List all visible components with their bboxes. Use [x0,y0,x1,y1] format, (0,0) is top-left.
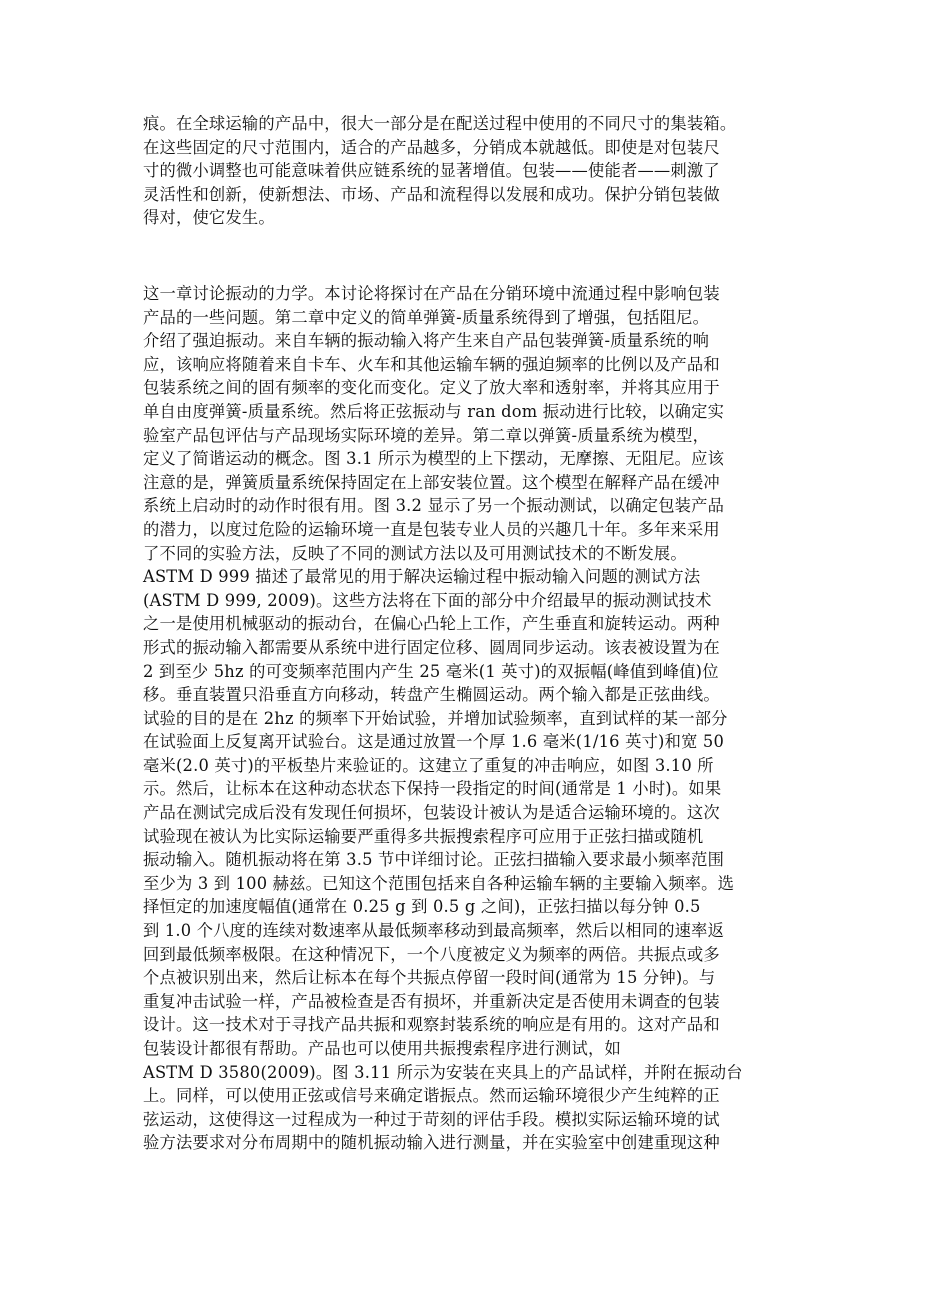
body-paragraph: 痕。在全球运输的产品中，很大一部分是在配送过程中使用的不同尺寸的集装箱。 在这些固定的尺寸范围内，适合的产品越多，分销成本就越低。即使是对包装尺 寸的微小调整也可能意味着供应链系统的显著增值。包装——使能者——刺激了 灵活性和创新，使新想法、市场、产品和流程得以发展和成功。保护分销包装做 得对，使它发生。 [143,114,737,228]
body-paragraph: 这一章讨论振动的力学。本讨论将探讨在产品在分销环境中流通过程中影响包装 产品的一些问题。第二章中定义的简单弹簧-质量系统得到了增强，包括阻尼。 介绍了强迫振动。来自车辆的振动输入将产生来自产品包装弹簧-质量系统的响 应，该响应将随着来自卡车、火车和其他运输车辆的强迫频率的比例以及产品和 包装系统之间的固有频率的变化而变化。定义了放大率和透射率，并将其应用于 单自由度弹簧-质量系统。然后将正弦振动与 ran dom 振动进行比较，以确定实 验室产品包评估与产品现场实际环境的差异。第二章以弹簧-质量系统为模型， 定义了简谐运动的概念。图 3.1 所示为模型的上下摆动，无摩擦、无阻尼。应该 注意的是，弹簧质量系统保持固定在上部安装位置。这个模型在解释产品在缓冲 系统上启动时的动作时很有用。图 3.2 显示了另一个振动测试，以确定包装产品 的潜力，以度过危险的运输环境一直是包装专业人员的兴趣几十年。多年来采用 了不同的实验方法，反映了不同的测试方法以及可用测试技术的不断发展。 ASTM D 999 描述了最常见的用于解决运输过程中振动输入问题的测试方法 (ASTM D 999, 2009)。这些方法将在下面的部分中介绍最早的振动测试技术 之一是使用机械驱动的振动台，在偏心凸轮上工作，产生垂直和旋转运动。两种 形式的振动输入都需要从系统中进行固定位移、圆周同步运动。该表被设置为在 2 到至少 5hz 的可变频率范围内产生 25 毫米(1 英寸)的双振幅(峰值到峰值)位 移。垂直装置只沿垂直方向移动，转盘产生椭圆运动。两个输入都是正弦曲线。 试验的目的是在 2hz 的频率下开始试验，并增加试验频率，直到试样的某一部分 在试验面上反复离开试验台。这是通过放置一个厚 1.6 毫米(1/16 英寸)和宽 50 毫米(2.0 英寸)的平板垫片来验证的。这建立了重复的冲击响应，如图 3.10 所 示。然后，让标本在这种动态状态下保持一段指定的时间(通常是 1 小时)。如果 产品在测试完成后没有发现任何损坏，包装设计被认为是适合运输环境的。这次 试验现在被认为比实际运输要严重得多共振搜索程序可应用于正弦扫描或随机 振动输入。随机振动将在第 3.5 节中详细讨论。正弦扫描输入要求最小频率范围 至少为 3 到 100 赫兹。已知这个范围包括来自各种运输车辆的主要输入频率。选 择恒定的加速度幅值(通常在 0.25 g 到 0.5 g 之间)，正弦扫描以每分钟 0.5 到 1.0 个八度的连续对数速率从最低频率移动到最高频率，然后以相同的速率返 回到最低频率极限。在这种情况下，一个八度被定义为频率的两倍。共振点或多 个点被识别出来，然后让标本在每个共振点停留一段时间(通常为 15 分钟)。与 重复冲击试验一样，产品被检查是否有损坏，并重新决定是否使用未调查的包装 设计。这一技术对于寻找产品共振和观察封装系统的响应是有用的。这对产品和 包装设计都很有帮助。产品也可以使用共振搜索程序进行测试，如 ASTM D 3580(2009)。图 3.11 所示为安装在夹具上的产品试样，并附在振动台 上。同样，可以使用正弦或信号来确定谐振点。然而运输环境很少产生纯粹的正 弦运动，这使得这一过程成为一种过于苛刻的评估手段。模拟实际运输环境的试 验方法要求对分布周期中的随机振动输入进行测量，并在实验室中创建重现这种 [143,284,743,1153]
